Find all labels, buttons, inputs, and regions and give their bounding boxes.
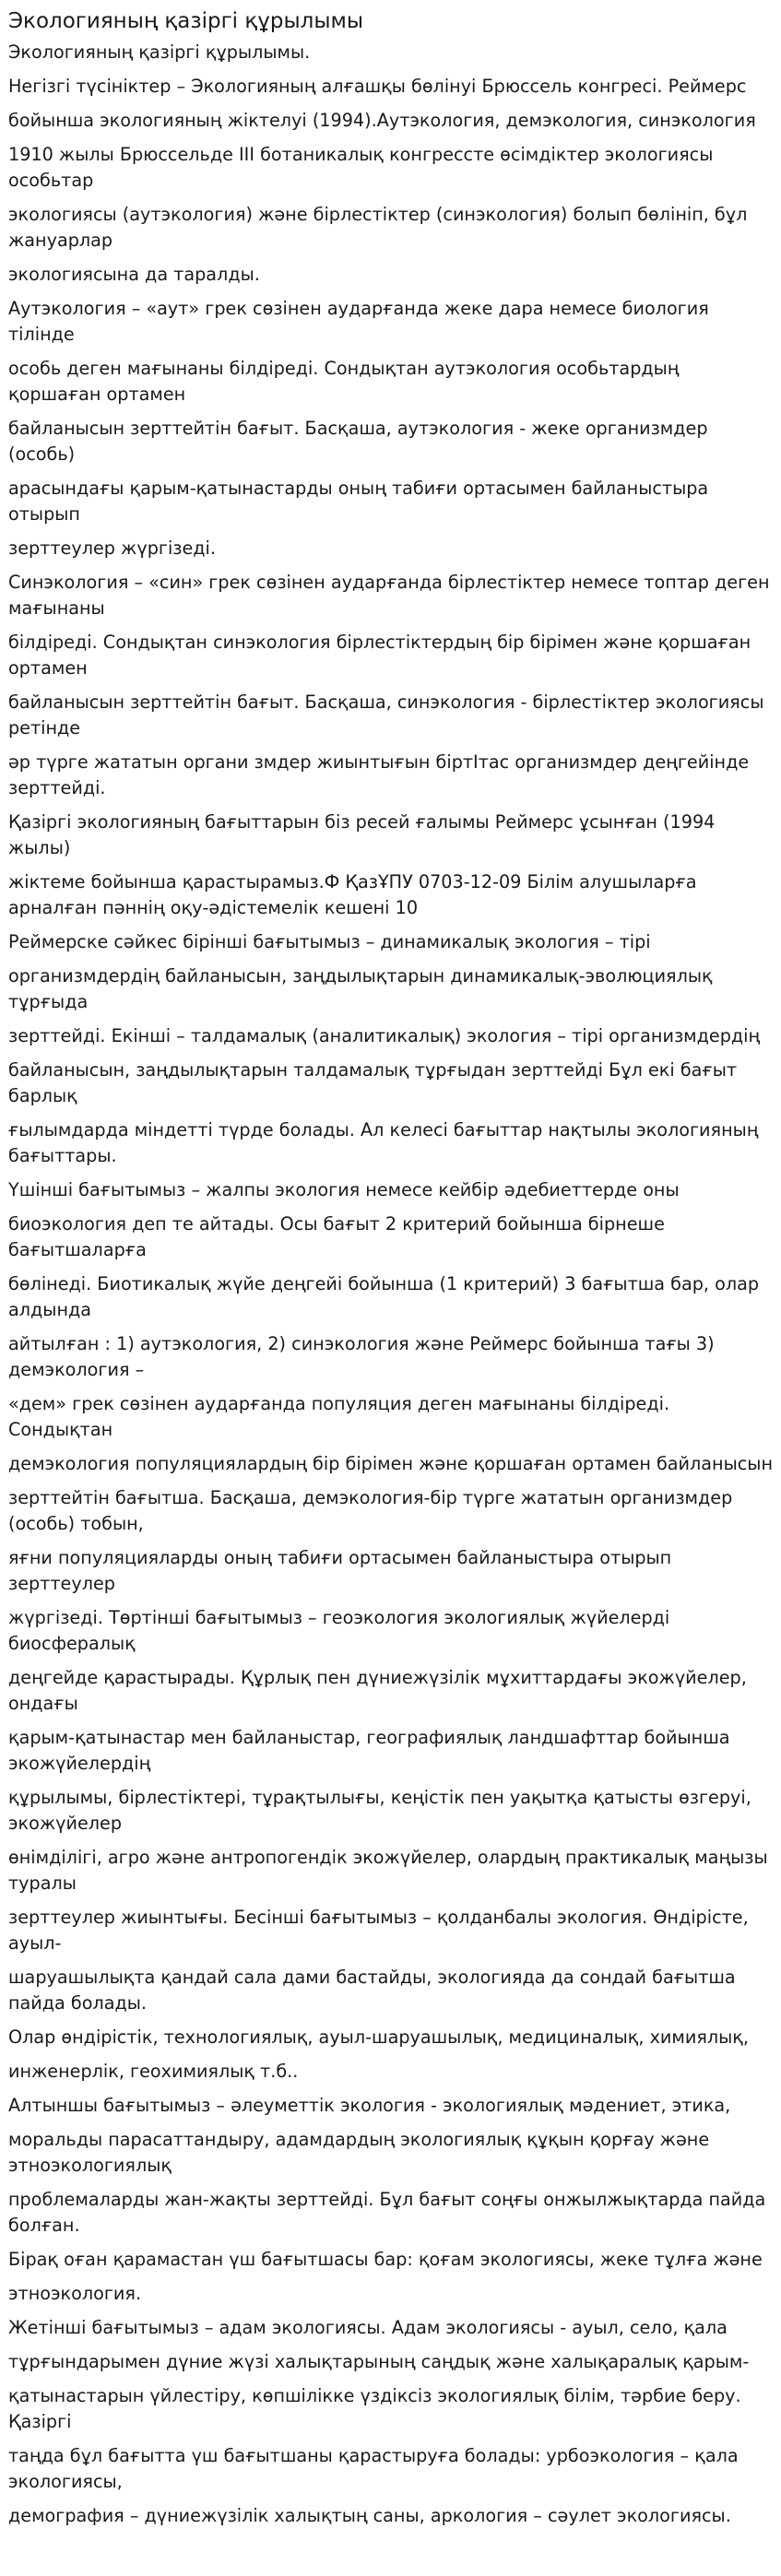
paragraph: жіктеме бойынша қарастырамыз.Ф ҚазҰПУ 0703-12-09 Білім алушыларға арналған пәннің оқу-әдістемелік кешені 10 bbox=[8, 871, 697, 918]
paragraph: демография – дүниежүзілік халықтың саны, аркология – сәулет экологиясы. bbox=[8, 2505, 731, 2526]
paragraph: зерттеулер жүргізеді. bbox=[8, 538, 216, 559]
paragraph: экологиясына да таралды. bbox=[8, 264, 260, 285]
paragraph: организмдердің байланысын, заңдылықтарын динамикалық-эволюциялық тұрғыда bbox=[8, 965, 713, 1012]
paragraph: жүргізеді. Төртінші бағытымыз – геоэкология экологиялық жүйелерді биосфералық bbox=[8, 1607, 670, 1654]
paragraph: әр түрге жататын органи змдер жиынтығын біртІтас организмдер деңгейінде зерттейді. bbox=[8, 751, 750, 798]
paragraph: деңгейде қарастырады. Құрлық пен дүниежүзілік мұхиттардағы экожүйелер, ондағы bbox=[8, 1667, 747, 1714]
paragraph: Экологияның қазіргі құрылымы. bbox=[8, 41, 311, 63]
paragraph: байланысын зерттейтін бағыт. Басқаша, аутэкология - жеке организмдер (особь) bbox=[8, 418, 708, 465]
paragraph: Синэкология – «син» грек сөзінен аударғанда бірлестіктер немесе топтар деген мағынаны bbox=[8, 572, 770, 619]
paragraph: биоэкология деп те айтады. Осы бағыт 2 критерий бойынша бірнеше бағытшаларға bbox=[8, 1213, 665, 1260]
paragraph: особь деген мағынаны білдіреді. Сондықтан аутэкология особьтардың қоршаған ортамен bbox=[8, 358, 680, 405]
paragraph: зерттейді. Екінші – талдамалық (аналитикалық) экология – тірі организмдердің bbox=[8, 1025, 761, 1046]
paragraph: ғылымдарда міндетті түрде болады. Ал келесі бағыттар нақтылы экологияның бағыттары. bbox=[8, 1119, 759, 1166]
paragraph: экологиясы (аутэкология) және бірлестіктер (синэкология) болып бөлініп, бұл жануарлар bbox=[8, 204, 748, 251]
paragraph: Қазіргі экологияның бағыттарын біз ресей ғалымы Реймерс ұсынған (1994 жылы) bbox=[8, 811, 716, 858]
paragraph: шаруашылықта қандай сала дами бастайды, экологияда да сондай бағытша пайда болады. bbox=[8, 1967, 736, 2014]
paragraph: өнімділігі, агро және антропогендік экожүйелер, олардың практикалық маңызы туралы bbox=[8, 1847, 768, 1894]
document-body bbox=[8, 40, 773, 2529]
paragraph: бойынша экологияның жіктелуі (1994).Аутэкология, демэкология, синэкология bbox=[8, 110, 756, 131]
paragraph: моральды парасаттандыру, адамдардың экологиялық құқын қорғау және этноэкологиялық bbox=[8, 2129, 710, 2176]
paragraph: байланысын зерттейтін бағыт. Басқаша, синэкология - бірлестіктер экологиясы ретінде bbox=[8, 691, 764, 739]
paragraph: байланысын, заңдылықтарын талдамалық тұрғыдан зерттейді Бұл екі бағыт барлық bbox=[8, 1059, 738, 1106]
paragraph: Алтыншы бағытымыз – әлеуметтік экология - экологиялық мәдениет, этика, bbox=[8, 2095, 731, 2116]
paragraph: этноэкология. bbox=[8, 2283, 142, 2304]
paragraph: 1910 жылы Брюссельде III ботаникалық конгрессте өсімдіктер экологиясы особьтар bbox=[8, 144, 714, 191]
paragraph: Жетінші бағытымыз – адам экологиясы. Адам экологиясы - ауыл, село, қала bbox=[8, 2317, 728, 2338]
paragraph: құрылымы, бірлестіктері, тұрақтылығы, кеңістік пен уақытқа қатысты өзгеруі, экожүйелер bbox=[8, 1787, 751, 1834]
paragraph: Негізгі түсініктер – Экологияның алғашқы бөлінуі Брюссель конгресі. Реймерс bbox=[8, 76, 747, 97]
paragraph: демэкология популяциялардың бір бірімен және қоршаған ортамен байланысын bbox=[8, 1453, 773, 1474]
page-title: Экологияның қазіргі құрылымы bbox=[8, 9, 363, 33]
paragraph: Аутэкология – «аут» грек сөзінен аударғанда жеке дара немесе биология тілінде bbox=[8, 298, 709, 345]
paragraph: арасындағы қарым-қатынастарды оның табиғи ортасымен байланыстыра отырып bbox=[8, 478, 709, 525]
paragraph: зерттейтін бағытша. Басқаша, демэкология-бір түрге жататын организмдер (особь) тобын, bbox=[8, 1487, 733, 1534]
paragraph: тұрғындарымен дүние жүзі халықтарының саңдық және халықаралық қарым- bbox=[8, 2351, 750, 2372]
paragraph: инженерлік, геохимиялық т.б.. bbox=[8, 2061, 299, 2082]
paragraph: «дем» грек сөзінен аударғанда популяция деген мағынаны білдіреді. Сондықтан bbox=[8, 1393, 670, 1440]
paragraph: бөлінеді. Биотикалық жүйе деңгейі бойынша (1 критерий) 3 бағытша бар, олар алдында bbox=[8, 1273, 760, 1320]
paragraph: Үшінші бағытымыз – жалпы экология немесе кейбір әдебиеттерде оны bbox=[8, 1179, 680, 1200]
paragraph: қарым-қатынастар мен байланыстар, географиялық ландшафттар бойынша экожүйелердің bbox=[8, 1727, 730, 1774]
paragraph: Реймерске сәйкес бірінші бағытымыз – динамикалық экология – тірі bbox=[8, 931, 651, 952]
paragraph: яғни популяцияларды оның табиғи ортасымен байланыстыра отырып зерттеулер bbox=[8, 1547, 672, 1594]
paragraph: зерттеулер жиынтығы. Бесінші бағытымыз – қолданбалы экология. Өндірісте, ауыл- bbox=[8, 1907, 749, 1954]
paragraph: таңда бұл бағытта үш бағытшаны қарастыруға болады: урбоэкология – қала экологиясы, bbox=[8, 2445, 739, 2492]
paragraph: қатынастарын үйлестіру, көпшілікке үздіксіз экологиялық білім, тәрбие беру. Қазіргі bbox=[8, 2385, 741, 2432]
paragraph: білдіреді. Сондықтан синэкология бірлестіктердың бір бірімен және қоршаған ортамен bbox=[8, 632, 751, 679]
paragraph: Бірақ оған қарамастан үш бағытшасы бар: қоғам экологиясы, жеке тұлға және bbox=[8, 2249, 763, 2270]
paragraph: Олар өндірістік, технологиялық, ауыл-шаруашылық, медициналық, химиялық, bbox=[8, 2027, 749, 2048]
paragraph: проблемаларды жан-жақты зерттейді. Бұл бағыт соңғы онжылжықтарда пайда болған. bbox=[8, 2189, 766, 2236]
paragraph: айтылған : 1) аутэкология, 2) синэкология және Реймерс бойынша тағы 3) демэкология – bbox=[8, 1333, 715, 1380]
